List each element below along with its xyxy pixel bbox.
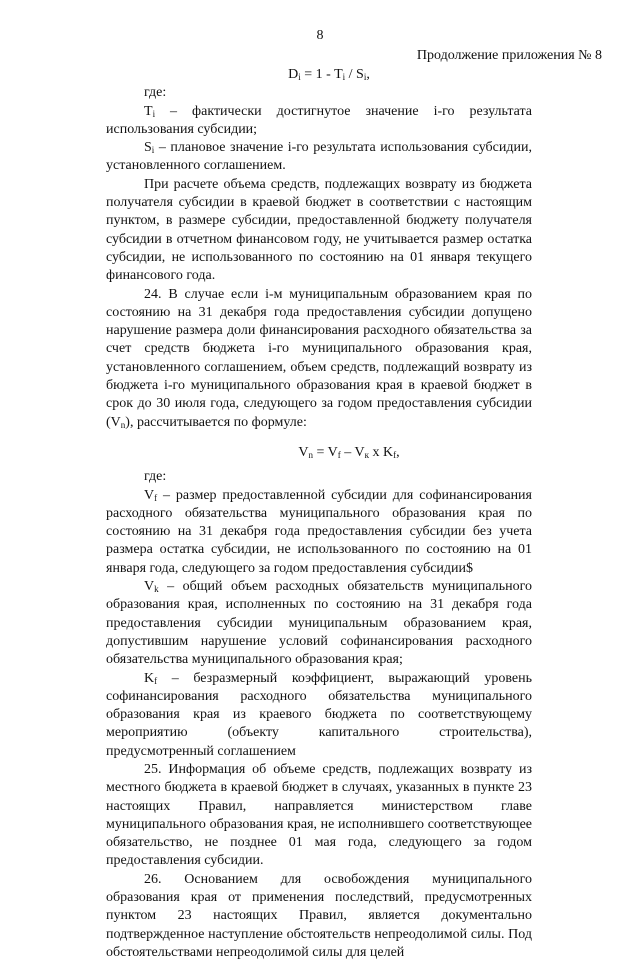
paragraph-24: 24. В случае если i-м муниципальным образованием края по состоянию на 31 декабря года предоставления субсидии допущено нарушение размера доли финансирования расходного обязательства за счет средств бюджета i-го муниципального образования края, установленного соглашением, объем средств, подлежащий возврату из бюджета i-го муниципального образования края в краевой бюджет в срок до 30 июля года, следующего за годом предоставления субсидии $(V_n)$, рассчитывается по формуле: bbox=[106, 286, 532, 430]
continuation-header: Продолжение приложения № 8 bbox=[416, 48, 602, 63]
formula-vn: $V_n = V_f - V_к$ х $K_f$, bbox=[298, 444, 400, 460]
document-body bbox=[106, 66, 532, 962]
page-number: 8 bbox=[316, 28, 324, 43]
where-label: где: bbox=[144, 85, 167, 101]
paragraph-26: 26. Основанием для освобождения муниципального образования края от применения последствий, предусмотренных пунктом 23 настоящих Правил, является документально подтвержденное наступление обстоятельств непреодолимой силы. Под обстоятельствами непреодолимой силы для целей bbox=[106, 871, 532, 960]
vk-definition: $V_k$ – общий объем расходных обязательств муниципального образования края, исполненных по состоянию на 31 декабря года предоставления субсидии муниципальным образованием края, допустившим нарушение условий софинансирования расходного обязательства муниципального образования края; bbox=[106, 579, 532, 668]
kf-definition: $K_f$ – безразмерный коэффициент, выражающий уровень софинансирования расходного обязательства муниципального образования края из краевого бюджета по соответствующему мероприятию (объекту капитального строительства), предусмотренный соглашением bbox=[106, 670, 532, 759]
paragraph-calc: При расчете объема средств, подлежащих возврату из бюджета получателя субсидии в краевой бюджет в соответствии с настоящим пунктом, в размере субсидии, предоставленной бюджету получателя субсидии в отчетном финансовом году, не учитывается размер остатка субсидии, не использованного по состоянию на 01 января текущего финансового года. bbox=[106, 176, 532, 284]
ti-definition: $T_i$ – фактически достигнутое значение i-го результата использования субсидии; bbox=[106, 103, 532, 137]
formula-di: $D_i = 1 - T_i / S_i$, bbox=[288, 67, 370, 82]
si-definition: $S_i$ – плановое значение i-го результата использования субсидии, установленного соглашением. bbox=[106, 140, 532, 174]
vf-definition: $V_f$ – размер предоставленной субсидии для софинансирования расходного обязательства муниципального образования края по состоянию на 31 декабря года предоставления субсидии без учета размера остатка субсидии, не использованного по состоянию на 01 января года, следующего за годом предоставления субсидии$ bbox=[106, 487, 532, 576]
where-label-2: где: bbox=[144, 469, 167, 485]
paragraph-25: 25. Информация об объеме средств, подлежащих возврату из местного бюджета в краевой бюджет в случаях, указанных в пункте 23 настоящих Правил, направляется министерством главе муниципального образования края, не исполнившего соответствующее обязательство, не позднее 01 мая года, следующего за годом предоставления субсидии. bbox=[106, 761, 532, 869]
